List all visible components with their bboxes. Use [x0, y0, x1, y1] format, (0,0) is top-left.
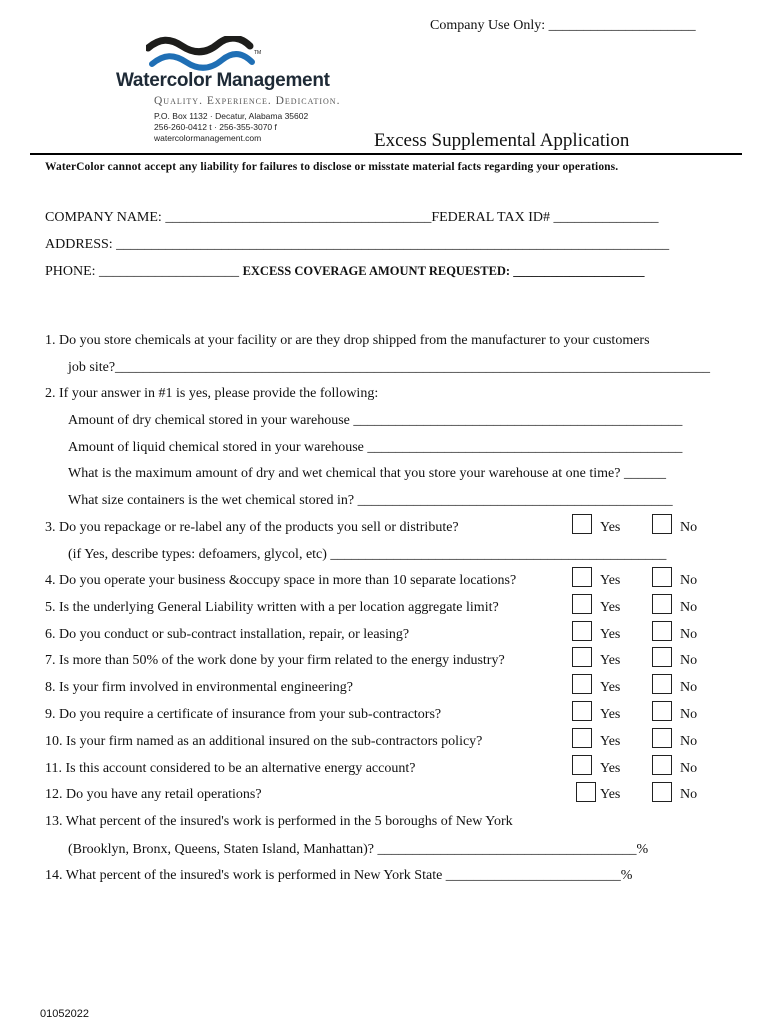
brand-name: Watercolor Management [116, 70, 330, 91]
q3-no-label: No [680, 520, 698, 535]
q8-no-checkbox[interactable] [652, 674, 672, 694]
q7-no-checkbox[interactable] [652, 647, 672, 667]
q6-yes-checkbox[interactable] [572, 621, 592, 641]
q8-no-label: No [680, 680, 698, 695]
q4-no-label: No [680, 573, 698, 588]
q7-yes-label: Yes [600, 653, 621, 668]
liability-disclaimer: WaterColor cannot accept any liability for failures to disclose or misstate material facts regarding your operations. [45, 161, 619, 173]
question-3-describe-field[interactable]: (if Yes, describe types: defoamers, glycol, etc) ________________________________________________ [68, 547, 667, 562]
question-2: 2. If your answer in #1 is yes, please provide the following: [45, 386, 379, 401]
question-7: 7. Is more than 50% of the work done by your firm related to the energy industry? [45, 653, 505, 668]
q10-yes-label: Yes [600, 734, 621, 749]
brand-website: watercolormanagement.com [154, 133, 262, 143]
q5-yes-label: Yes [600, 600, 621, 615]
question-13-percent-field[interactable]: (Brooklyn, Bronx, Queens, Staten Island, Manhattan)? _____________________________________% [68, 842, 649, 857]
q5-no-checkbox[interactable] [652, 594, 672, 614]
q4-yes-label: Yes [600, 573, 621, 588]
q5-no-label: No [680, 600, 698, 615]
title-divider [30, 153, 742, 155]
brand-address-line: P.O. Box 1132 · Decatur, Alabama 35602 [154, 111, 309, 121]
q11-no-label: No [680, 761, 698, 776]
company-use-only-field[interactable]: Company Use Only: _____________________ [430, 18, 696, 33]
question-9: 9. Do you require a certificate of insurance from your sub-contractors? [45, 707, 442, 722]
question-3: 3. Do you repackage or re-label any of the products you sell or distribute? [45, 520, 459, 535]
form-revision-code: 01052022 [40, 1008, 89, 1020]
question-4: 4. Do you operate your business &occupy space in more than 10 separate locations? [45, 573, 517, 588]
q11-yes-checkbox[interactable] [572, 755, 592, 775]
question-2b-field[interactable]: Amount of liquid chemical stored in your warehouse _____________________________________________ [68, 440, 683, 455]
question-12: 12. Do you have any retail operations? [45, 787, 262, 802]
q7-yes-checkbox[interactable] [572, 647, 592, 667]
q12-yes-checkbox[interactable] [576, 782, 596, 802]
q10-no-label: No [680, 734, 698, 749]
question-14[interactable]: 14. What percent of the insured's work is performed in New York State _________________________% [45, 868, 633, 883]
q9-no-label: No [680, 707, 698, 722]
q4-no-checkbox[interactable] [652, 567, 672, 587]
q7-no-label: No [680, 653, 698, 668]
company-logo [116, 36, 376, 156]
question-2a-field[interactable]: Amount of dry chemical stored in your warehouse _______________________________________________ [68, 413, 683, 428]
q6-no-checkbox[interactable] [652, 621, 672, 641]
brand-phone-line: 256-260-0412 t · 256-355-3070 f [154, 122, 277, 132]
question-2d-field[interactable]: What size containers is the wet chemical stored in? _____________________________________________ [68, 493, 673, 508]
q12-no-label: No [680, 787, 698, 802]
question-1: 1. Do you store chemicals at your facility or are they drop shipped from the manufacturer to your customers [45, 333, 650, 348]
q3-no-checkbox[interactable] [652, 514, 672, 534]
q6-no-label: No [680, 627, 698, 642]
q3-yes-label: Yes [600, 520, 621, 535]
brand-tagline: Quality. Experience. Dedication. [154, 95, 341, 107]
phone-excess-row[interactable] [45, 264, 644, 280]
q10-no-checkbox[interactable] [652, 728, 672, 748]
q8-yes-label: Yes [600, 680, 621, 695]
question-2c-field[interactable]: What is the maximum amount of dry and wet chemical that you store your warehouse at one time? ______ [68, 466, 666, 481]
question-5: 5. Is the underlying General Liability written with a per location aggregate limit? [45, 600, 499, 615]
question-10: 10. Is your firm named as an additional insured on the sub-contractors policy? [45, 734, 483, 749]
q11-yes-label: Yes [600, 761, 621, 776]
q9-yes-label: Yes [600, 707, 621, 722]
trademark-mark: TM [254, 50, 262, 56]
question-8: 8. Is your firm involved in environmental engineering? [45, 680, 353, 695]
q5-yes-checkbox[interactable] [572, 594, 592, 614]
q10-yes-checkbox[interactable] [572, 728, 592, 748]
question-11: 11. Is this account considered to be an alternative energy account? [45, 761, 416, 776]
form-title: Excess Supplemental Application [374, 130, 630, 151]
company-name-field[interactable]: COMPANY NAME: ______________________________________FEDERAL TAX ID# _______________ [45, 210, 659, 225]
q3-yes-checkbox[interactable] [572, 514, 592, 534]
question-6: 6. Do you conduct or sub-contract installation, repair, or leasing? [45, 627, 410, 642]
q6-yes-label: Yes [600, 627, 621, 642]
q12-no-checkbox[interactable] [652, 782, 672, 802]
excess-coverage-field[interactable]: EXCESS COVERAGE AMOUNT REQUESTED: _____________________ [242, 264, 645, 278]
q11-no-checkbox[interactable] [652, 755, 672, 775]
question-13: 13. What percent of the insured's work is performed in the 5 boroughs of New York [45, 814, 513, 829]
q9-yes-checkbox[interactable] [572, 701, 592, 721]
q4-yes-checkbox[interactable] [572, 567, 592, 587]
q12-yes-label: Yes [600, 787, 621, 802]
question-1-answer[interactable]: job site?_____________________________________________________________________________________ [68, 360, 711, 375]
address-field[interactable]: ADDRESS: _______________________________________________________________________________ [45, 237, 670, 252]
wave-logo-icon [146, 36, 256, 74]
q8-yes-checkbox[interactable] [572, 674, 592, 694]
phone-field[interactable]: PHONE: ____________________ [45, 264, 243, 279]
q9-no-checkbox[interactable] [652, 701, 672, 721]
